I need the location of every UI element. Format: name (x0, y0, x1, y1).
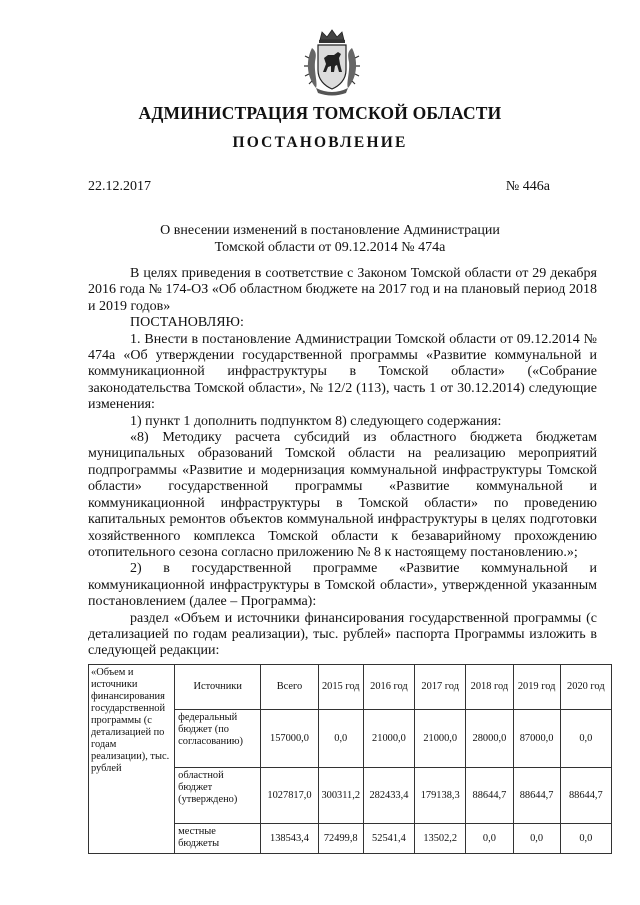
source-cell: местные бюджеты (175, 824, 261, 854)
paragraph-subitem-2: 2) в государственной программе «Развитие коммунальной и коммуникационной инфраструктуры в Томской области», утвержденной указанным постановлением (далее – Программа): (88, 561, 597, 610)
value-cell: 0,0 (466, 824, 513, 854)
value-cell: 88644,7 (560, 768, 611, 824)
value-cell: 0,0 (513, 824, 560, 854)
paragraph-item-1: 1. Внести в постановление Администрации Томской области от 09.12.2014 № 474а «Об утверждении государственной программы «Развитие коммунальной и коммуникационной инфраструктуры в Томской области» («Собрание законодательства Томской области», № 12/2 (113), часть 1 от 30.12.2014) следующие изменения: (88, 331, 597, 413)
table-header-cell: 2020 год (560, 665, 611, 710)
document-date: 22.12.2017 (88, 179, 151, 194)
paragraph-resolve: ПОСТАНОВЛЯЮ: (130, 315, 244, 331)
financing-table (88, 664, 612, 854)
value-cell: 28000,0 (466, 710, 513, 768)
value-cell: 21000,0 (363, 710, 414, 768)
document-body (88, 266, 597, 660)
table-header-cell: Всего (261, 665, 318, 710)
value-cell: 0,0 (318, 710, 363, 768)
value-cell: 282433,4 (363, 768, 414, 824)
value-cell: 138543,4 (261, 824, 318, 854)
value-cell: 179138,3 (415, 768, 466, 824)
source-cell: областной бюджет (утверждено) (175, 768, 261, 824)
source-cell: федеральный бюджет (по согласованию) (175, 710, 261, 768)
table-header-cell: 2016 год (363, 665, 414, 710)
value-cell: 300311,2 (318, 768, 363, 824)
value-cell: 87000,0 (513, 710, 560, 768)
value-cell: 0,0 (560, 824, 611, 854)
paragraph-preamble: В целях приведения в соответствие с Законом Томской области от 29 декабря 2016 года № 174-ОЗ «Об областном бюджете на 2017 год и на плановый период 2018 и 2019 годов» (88, 266, 597, 314)
value-cell: 21000,0 (415, 710, 466, 768)
document-type: ПОСТАНОВЛЕНИЕ (232, 134, 408, 151)
value-cell: 157000,0 (261, 710, 318, 768)
table-row-label: «Объем и источники финансирования государственной программы (с детализацией по годам реализации), тыс. рублей (89, 665, 175, 854)
value-cell: 52541,4 (363, 824, 414, 854)
organization-name: АДМИНИСТРАЦИЯ ТОМСКОЙ ОБЛАСТИ (138, 103, 502, 123)
title-line-1: О внесении изменений в постановление Администрации (160, 223, 500, 238)
paragraph-subitem-1: 1) пункт 1 дополнить подпунктом 8) следующего содержания: (130, 413, 502, 429)
title-line-2: Томской области от 09.12.2014 № 474а (214, 240, 446, 255)
table-header-row (89, 665, 612, 710)
table-header-cell: 2018 год (466, 665, 513, 710)
table-header-cell: 2017 год (415, 665, 466, 710)
value-cell: 72499,8 (318, 824, 363, 854)
value-cell: 88644,7 (513, 768, 560, 824)
tomsk-region-coat-of-arms-icon (302, 28, 362, 96)
value-cell: 13502,2 (415, 824, 466, 854)
value-cell: 0,0 (560, 710, 611, 768)
value-cell: 1027817,0 (261, 768, 318, 824)
table-header-cell: 2015 год (318, 665, 363, 710)
table-header-cell: 2019 год (513, 665, 560, 710)
document-title (150, 222, 510, 256)
document-number: № 446а (505, 179, 550, 194)
paragraph-subitem-8: «8) Методику расчета субсидий из областного бюджета бюджетам муниципальных образований Томской области на реализацию мероприятий подпрограммы «Развитие и модернизация коммунальной инфраструктуры Томской области» государственной программы «Развитие коммунальной и коммуникационной инфраструктуры в Томской области» по проведению капитальных ремонтов объектов коммунальной инфраструктуры в целях подготовки хозяйственного комплекса Томской области к безаварийному прохождению отопительного сезона согласно приложению № 8 к настоящему постановлению.»; (88, 430, 597, 560)
value-cell: 88644,7 (466, 768, 513, 824)
table-header-cell: Источники (175, 665, 261, 710)
paragraph-section: раздел «Объем и источники финансирования государственной программы (с детализацией по годам реализации), тыс. рублей» паспорта Программы изложить в следующей редакции: (88, 610, 597, 659)
